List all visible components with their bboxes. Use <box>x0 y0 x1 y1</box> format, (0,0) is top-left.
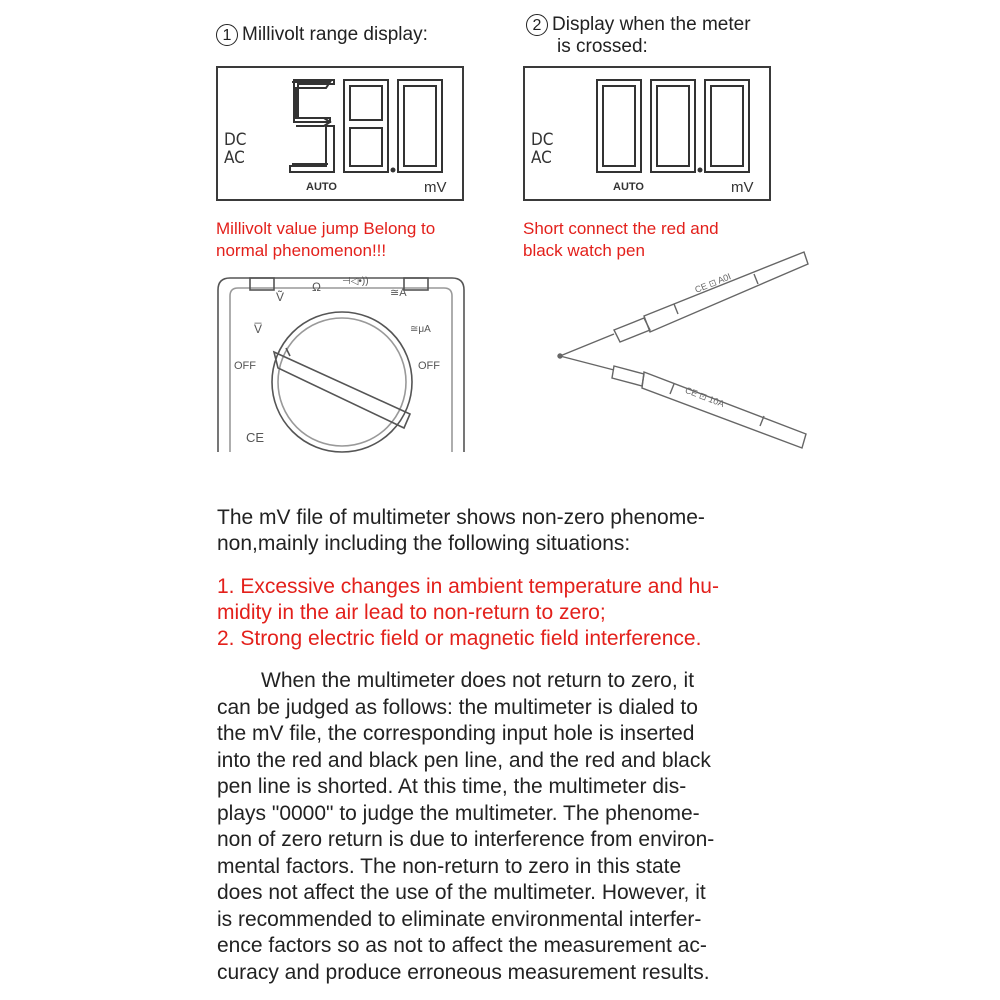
heading-line2: non,mainly including the following situations: <box>217 532 631 555</box>
lcd-auto-label: AUTO <box>613 181 644 193</box>
lcd-mode-ac: AC <box>224 148 245 168</box>
list-item: 2. Strong electric field or magnetic field interference. <box>217 627 702 650</box>
lcd-display-millivolt <box>216 66 464 201</box>
test-probes-illustration <box>554 244 810 458</box>
dial-symbol-amp: ≅A <box>390 287 407 299</box>
note-left-line2: normal phenomenon!!! <box>216 241 387 260</box>
caption-millivolt-range <box>216 24 428 46</box>
circled-number-1: 1 <box>216 24 238 46</box>
dial-symbol-ac-volt: Ṽ <box>276 290 285 304</box>
body-line: non of zero return is due to interference from environ- <box>217 828 715 851</box>
lcd-mode-dc: DC <box>531 130 554 150</box>
body-line: is recommended to eliminate environmental interfer- <box>217 907 702 931</box>
note-millivolt-jump <box>216 218 435 262</box>
list-item: midity in the air lead to non-return to zero; <box>217 601 606 624</box>
lcd-unit-mv: mV <box>424 179 447 196</box>
lower-probe-marks: CE ⊡ 10A <box>683 385 726 410</box>
lcd-digits-00-0 <box>589 76 769 180</box>
body-line: When the multimeter does not return to zero, it <box>261 669 695 692</box>
section-heading <box>217 505 777 557</box>
body-line: into the red and black pen line, and the red and black <box>217 748 711 772</box>
lcd-unit-mv: mV <box>731 179 754 196</box>
note-left-line1: Millivolt value jump Belong to <box>216 219 436 238</box>
circled-number-2: 2 <box>526 14 548 36</box>
body-line: ence factors so as not to affect the measurement ac- <box>217 934 707 957</box>
dial-symbol-ohm: Ω <box>312 280 321 294</box>
lcd-mode-dc: DC <box>224 130 247 150</box>
explanation-paragraph <box>217 668 777 986</box>
lcd-digits-58-0 <box>282 76 462 180</box>
caption-meter-crossed <box>526 14 751 57</box>
multimeter-dial-illustration <box>214 272 468 455</box>
body-line: does not affect the use of the multimeter. However, it <box>217 881 706 904</box>
body-line: can be judged as follows: the multimeter is dialed to <box>217 695 698 719</box>
dial-symbol-continuity: ⊣◁•)) <box>342 276 369 287</box>
cause-list <box>217 574 777 652</box>
lcd-display-shorted <box>523 66 771 201</box>
body-line: pen line is shorted. At this time, the multimeter dis- <box>217 775 687 798</box>
probes-drawing <box>554 244 810 458</box>
body-line: curacy and produce erroneous measurement results. <box>217 960 710 984</box>
note-right-line1: Short connect the red and <box>523 219 719 238</box>
list-item: 1. Excessive changes in ambient temperature and hu- <box>217 575 719 598</box>
caption-2-line2: is crossed: <box>557 36 648 57</box>
lcd-auto-label: AUTO <box>306 181 337 193</box>
dial-off-left: OFF <box>234 360 256 372</box>
body-line: mental factors. The non-return to zero in this state <box>217 854 682 878</box>
heading-line1: The mV file of multimeter shows non-zero phenome- <box>217 506 705 529</box>
caption-2-line1: Display when the meter <box>552 14 751 36</box>
note-right-line2: black watch pen <box>523 241 645 260</box>
dial-symbol-microamp: ≅μA <box>410 324 431 335</box>
dial-off-right: OFF <box>418 360 440 372</box>
body-line: the mV file, the corresponding input hole is inserted <box>217 722 695 745</box>
dial-symbol-dc-volt: V̅ <box>254 322 263 336</box>
caption-1-text: Millivolt range display: <box>242 24 428 46</box>
body-line: plays "0000" to judge the multimeter. The phenome- <box>217 801 700 825</box>
ce-mark: CE <box>246 430 265 445</box>
lcd-mode-ac: AC <box>531 148 552 168</box>
upper-probe-marks: CE ⊡ A0I <box>693 271 733 295</box>
